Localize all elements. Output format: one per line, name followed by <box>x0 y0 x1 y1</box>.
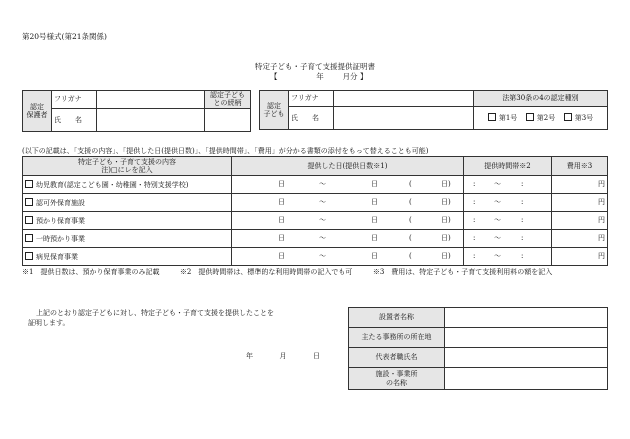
provider-label-representative: 代表者職氏名 <box>349 348 445 368</box>
start-day-label: 日 <box>278 180 285 188</box>
guardian-furigana-label: フリガナ <box>52 91 97 109</box>
count-open-paren: ( <box>409 252 412 260</box>
child-furigana-field[interactable] <box>334 91 474 107</box>
period-line <box>270 73 367 82</box>
time-cell[interactable] <box>464 248 552 266</box>
time-tilde: 〜 <box>494 180 501 188</box>
certification-date <box>246 352 320 360</box>
fee-cell[interactable] <box>552 248 608 266</box>
note-line: (以下の記載は、「支援の内容」、「提供した日(提供日数)」、「提供時間帯」、「費用」が分かる書類の添付をもって替えることも可能) <box>22 147 429 155</box>
fee-cell[interactable] <box>552 176 608 194</box>
end-day-label: 日 <box>371 252 378 260</box>
start-time-colon: : <box>473 252 476 260</box>
provider-table <box>348 307 608 390</box>
child-header: 認定 子ども <box>260 91 289 130</box>
table-row <box>23 248 608 266</box>
end-day-label: 日 <box>371 198 378 206</box>
guardian-table <box>22 90 251 132</box>
yen-label: 円 <box>598 180 605 189</box>
count-open-paren: ( <box>409 216 412 224</box>
days-cell[interactable] <box>232 194 464 212</box>
period-year-label: 年 <box>316 72 324 81</box>
service-type[interactable] <box>23 248 232 266</box>
provider-field-facility-name[interactable] <box>445 368 608 390</box>
provider-label-office-address: 主たる事務所の所在地 <box>349 328 445 348</box>
count-day-label: 日) <box>441 216 451 224</box>
service-label: 認可外保育施設 <box>36 198 85 207</box>
provider-field-operator[interactable] <box>445 308 608 328</box>
footnote-3: ※3 費用は、特定子ども・子育て支援利用料の額を記入 <box>372 268 553 276</box>
child-name-label: 氏 名 <box>289 107 334 130</box>
start-day-label: 日 <box>278 252 285 260</box>
header-fee: 費用※3 <box>552 157 608 176</box>
table-row <box>23 176 608 194</box>
child-furigana-label: フリガナ <box>289 91 334 107</box>
provider-label-facility-name: 施設・事業所 の名称 <box>349 368 445 390</box>
count-day-label: 日) <box>441 180 451 188</box>
start-day-label: 日 <box>278 216 285 224</box>
checkbox[interactable] <box>25 180 33 188</box>
child-name-field[interactable] <box>334 107 474 130</box>
table-row <box>23 194 608 212</box>
time-cell[interactable] <box>464 176 552 194</box>
end-time-colon: : <box>521 216 524 224</box>
yen-label: 円 <box>598 198 605 207</box>
range-tilde: 〜 <box>319 252 326 260</box>
table-row <box>23 212 608 230</box>
range-tilde: 〜 <box>319 234 326 242</box>
type-option-3[interactable]: 第3号 <box>564 114 593 122</box>
count-day-label: 日) <box>441 234 451 242</box>
provider-label-operator: 設置者名称 <box>349 308 445 328</box>
form-number: 第20号様式(第21条関係) <box>22 32 107 41</box>
count-open-paren: ( <box>409 180 412 188</box>
footnotes <box>22 268 630 276</box>
service-type[interactable] <box>23 212 232 230</box>
end-day-label: 日 <box>371 234 378 242</box>
page-title: 特定子ども・子育て支援提供証明書 <box>255 62 375 71</box>
yen-label: 円 <box>598 216 605 225</box>
period-open-bracket: 【 <box>270 72 278 81</box>
end-day-label: 日 <box>371 180 378 188</box>
checkbox[interactable] <box>25 234 33 242</box>
count-day-label: 日) <box>441 252 451 260</box>
fee-cell[interactable] <box>552 230 608 248</box>
time-cell[interactable] <box>464 212 552 230</box>
header-content: 特定子ども・子育て支援の内容 注)□にレを記入 <box>23 157 232 176</box>
checkbox[interactable] <box>564 113 572 121</box>
provider-field-office-address[interactable] <box>445 328 608 348</box>
footnote-1: ※1 提供日数は、預かり保育事業のみ記載 <box>22 268 160 276</box>
guardian-name-label: 氏 名 <box>52 108 97 131</box>
certification-text: 上記のとおり認定子どもに対し、特定子ども・子育て支援を提供したことを 証明します。 <box>28 309 274 328</box>
end-time-colon: : <box>521 180 524 188</box>
service-type[interactable] <box>23 230 232 248</box>
date-month-label: 月 <box>279 352 287 360</box>
time-tilde: 〜 <box>494 234 501 242</box>
days-cell[interactable] <box>232 248 464 266</box>
footnote-2: ※2 提供時間帯は、標準的な利用時間帯の記入でも可 <box>179 268 353 276</box>
header-time: 提供時間帯※2 <box>464 157 552 176</box>
start-day-label: 日 <box>278 234 285 242</box>
type-option-2[interactable]: 第2号 <box>526 114 555 122</box>
time-tilde: 〜 <box>494 252 501 260</box>
yen-label: 円 <box>598 252 605 261</box>
guardian-relation-label: 認定子ども との続柄 <box>205 91 251 109</box>
start-day-label: 日 <box>278 198 285 206</box>
guardian-furigana-field[interactable] <box>97 91 205 109</box>
provider-field-representative[interactable] <box>445 348 608 368</box>
guardian-header: 認定 保護者 <box>23 91 52 132</box>
time-tilde: 〜 <box>494 198 501 206</box>
service-label: 病児保育事業 <box>36 252 78 261</box>
service-label: 預かり保育事業 <box>36 216 85 225</box>
child-table <box>259 90 608 130</box>
time-tilde: 〜 <box>494 216 501 224</box>
child-type-header: 法第30条の4の認定種別 <box>474 91 608 107</box>
start-time-colon: : <box>473 234 476 242</box>
checkbox[interactable] <box>488 113 496 121</box>
child-type-options <box>474 107 608 130</box>
date-year-label: 年 <box>246 352 253 360</box>
range-tilde: 〜 <box>319 198 326 206</box>
guardian-name-field[interactable] <box>97 108 205 131</box>
period-close-bracket: 】 <box>359 72 368 81</box>
time-cell[interactable] <box>464 194 552 212</box>
start-time-colon: : <box>473 216 476 224</box>
count-open-paren: ( <box>409 234 412 242</box>
checkbox[interactable] <box>25 216 33 224</box>
table-row <box>23 230 608 248</box>
service-label: 一時預かり事業 <box>36 234 85 243</box>
checkbox[interactable] <box>526 113 534 121</box>
time-cell[interactable] <box>464 230 552 248</box>
days-cell[interactable] <box>232 176 464 194</box>
end-time-colon: : <box>521 234 524 242</box>
service-table <box>22 156 608 266</box>
yen-label: 円 <box>598 234 605 243</box>
fee-cell[interactable] <box>552 212 608 230</box>
range-tilde: 〜 <box>319 216 326 224</box>
period-month-label: 月分 <box>342 72 358 81</box>
end-time-colon: : <box>521 198 524 206</box>
count-day-label: 日) <box>441 198 451 206</box>
checkbox[interactable] <box>25 198 33 206</box>
type-option-1[interactable]: 第1号 <box>488 114 517 122</box>
header-days: 提供した日(提供日数※1) <box>232 157 464 176</box>
guardian-relation-field[interactable] <box>205 108 251 131</box>
days-cell[interactable] <box>232 212 464 230</box>
count-open-paren: ( <box>409 198 412 206</box>
fee-cell[interactable] <box>552 194 608 212</box>
service-label: 幼児教育(認定こども園・幼稚園・特別支援学校) <box>36 180 189 189</box>
service-type[interactable] <box>23 194 232 212</box>
start-time-colon: : <box>473 198 476 206</box>
service-type[interactable] <box>23 176 232 194</box>
start-time-colon: : <box>473 180 476 188</box>
days-cell[interactable] <box>232 230 464 248</box>
range-tilde: 〜 <box>319 180 326 188</box>
end-day-label: 日 <box>371 216 378 224</box>
end-time-colon: : <box>521 252 524 260</box>
checkbox[interactable] <box>25 252 33 260</box>
date-day-label: 日 <box>312 352 320 360</box>
